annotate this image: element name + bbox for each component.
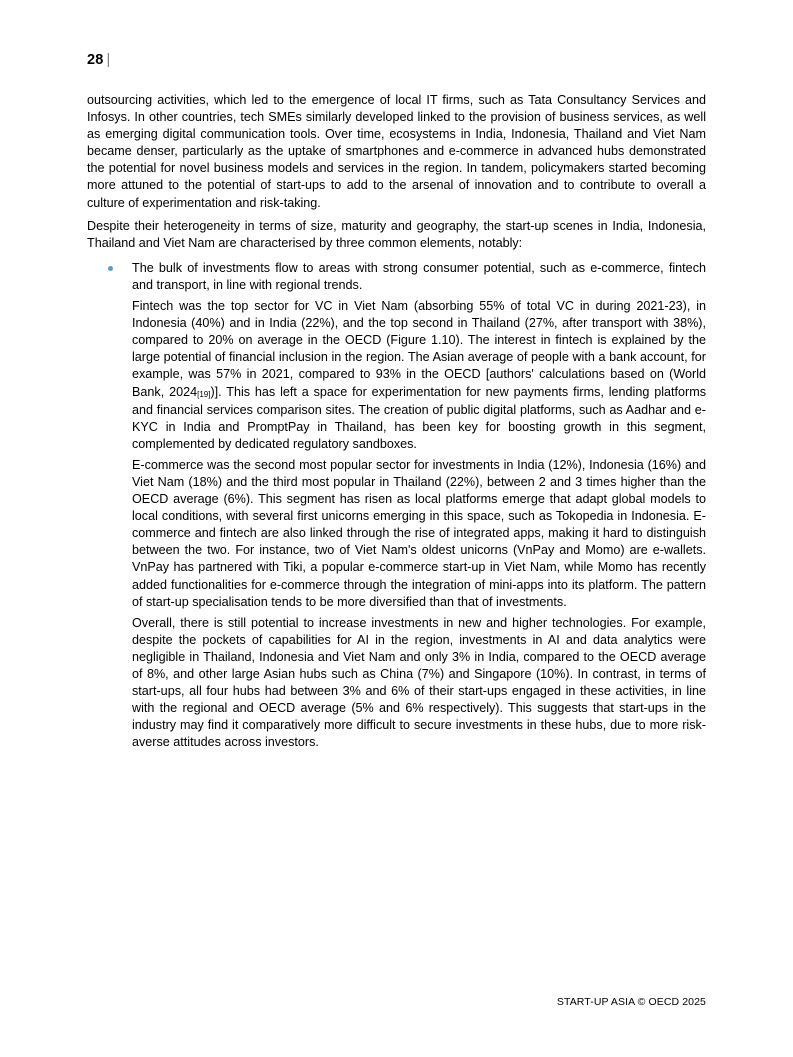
page-number-value: 28: [87, 52, 104, 68]
page-number: [87, 52, 111, 68]
technology-paragraph: Overall, there is still potential to increase investments in new and higher technologies. For example, despite the pockets of capabilities for AI in the region, investments in AI and data analytics were negligible in Thailand, Indonesia and Viet Nam and only 3% in India, compared to the OECD average of 8%, and other large Asian hubs such as China (7%) and Singapore (10%). In contrast, in terms of start-ups, all four hubs had between 3% and 6% of their start-ups engaged in these activities, in line with the regional and OECD average (5% and 6% respectively). This suggests that start-ups in the industry may find it comparatively more difficult to secure investments in these hubs, due to more risk-averse attitudes across investors.: [132, 615, 706, 750]
citation-link[interactable]: [19]: [197, 389, 211, 399]
bullet-dot-icon: [108, 266, 113, 271]
fintech-text-start: Fintech was the top sector for VC in Viet Nam (absorbing 55% of total VC in during 2021-23), in Indonesia (40%) and in India (22%), and the top second in Thailand (27%, after transport with 38%), compared to 20% on average in the OECD (Figure 1.10). The interest in fintech is explained by the large potential of financial inclusion in the region. The Asian average of people with a bank account, for example, was 57% in 2021, compared to 93% in the OECD [authors' calculations based on (World Bank, 2024: [132, 299, 706, 399]
paragraph-2: Despite their heterogeneity in terms of size, maturity and geography, the start-up scenes in India, Indonesia, Thailand and Viet Nam are characterised by three common elements, notably:: [87, 218, 706, 250]
main-content: [87, 92, 706, 755]
fintech-text-end: )]. This has left a space for experimentation for new payments firms, lending platforms and financial services comparison sites. The creation of public digital platforms, such as Aadhar and e-KYC in India and PromptPay in Thailand, has been key for boosting growth in this segment, complemented by dedicated regulatory sandboxes.: [132, 384, 706, 451]
fintech-paragraph: [132, 298, 706, 453]
paragraph-1: outsourcing activities, which led to the emergence of local IT firms, such as Tata Consultancy Services and Infosys. In other countries, tech SMEs similarly developed linked to the provision of business services, as well as emerging digital communication tools. Over time, ecosystems in India, Indonesia, Thailand and Viet Nam became denser, particularly as the uptake of smartphones and e-commerce in advanced hubs demonstrated the potential for novel business models and services in the region. In tandem, policymakers started becoming more attuned to the potential of start-ups to add to the arsenal of innovation and to contribute to overall a culture of experimentation and risk-taking.: [87, 93, 706, 210]
bullet-list-item: [87, 260, 706, 752]
page-footer: START-UP ASIA © OECD 2025: [556, 996, 706, 1008]
page-number-separator: |: [106, 52, 111, 68]
ecommerce-paragraph: E-commerce was the second most popular sector for investments in India (12%), Indonesia (16%) and Viet Nam (18%) and the third most popular in Thailand (22%), between 2 and 3 times higher than the OECD average (6%). This segment has risen as local platforms emerge that adapt global models to local conditions, with several first unicorns emerging in this space, such as Tokopedia in Indonesia. E-commerce and fintech are also linked through the rise of integrated apps, making it hard to distinguish between the two. For instance, two of Viet Nam's oldest unicorns (VnPay and Momo) are e-wallets. VnPay has partnered with Tiki, a popular e-commerce start-up in Viet Nam, while Momo has recently added functionalities for e-commerce through the integration of mini-apps into its platform. The pattern of start-up specialisation tends to be more diversified than that of investments.: [132, 457, 706, 609]
bullet-lead: The bulk of investments flow to areas with strong consumer potential, such as e-commerce, fintech and transport, in line with regional trends.: [132, 260, 706, 292]
